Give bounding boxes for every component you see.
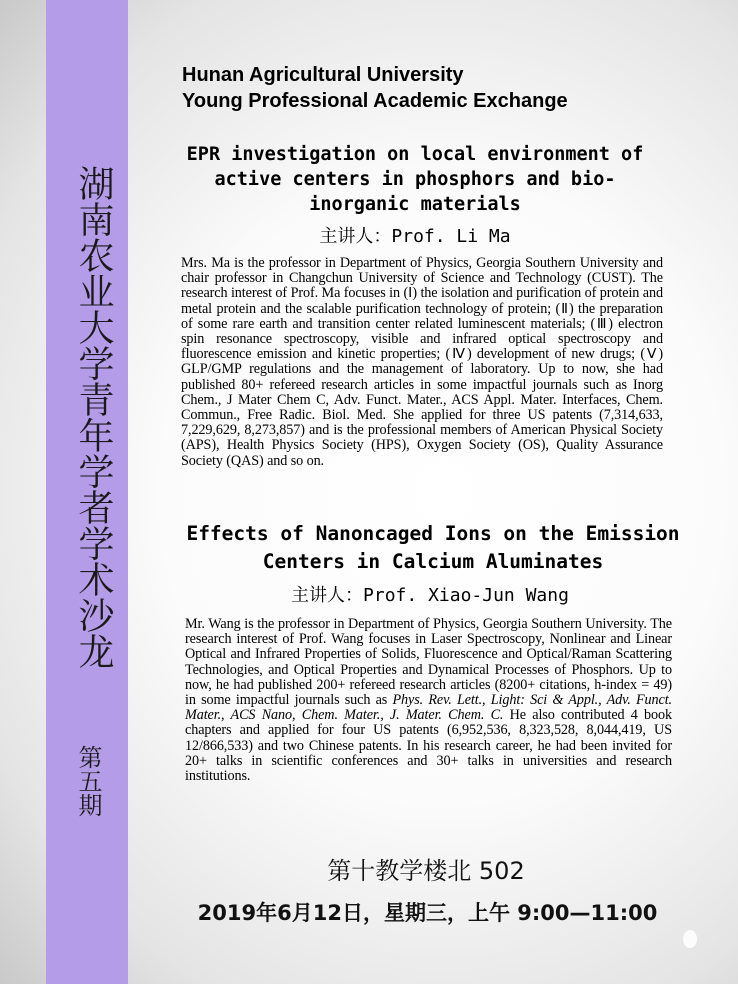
series-title: 湖南农业大学青年学者学术沙龙 — [73, 165, 114, 669]
date-time: 2019年6月12日，星期三，上午 9:00—11:00 — [197, 901, 658, 925]
decorative-dot — [683, 930, 697, 948]
talk2-bio-rest: He also contributed 4 book chapters and applied for four US patents (6,952,536, 8,323,528, 8,044,419, US 12/866,533) and two Chinese patents. In his research career, he had been invited for 20+ talks in scientific conferences and 30+ talks in universities and research institutions. — [185, 707, 673, 785]
talk2-bio-intro: Mr. Wang is the professor in Department of Physics, Georgia Southern University. The research interest of Prof. Wang focuses in Laser Spectroscopy, Nonlinear and Linear Optical and Infrared Properties of Solids, Fluorescence and Optical/Raman Scattering Technologies, and Optical Properties and Dynamical Processes of Phosphors. Up to now, he had published 200+ refereed research articles (8200+ citations, h-index = 49) in some impactful journals such as — [185, 616, 672, 709]
talk2-bio-journals: Phys. Rev. Lett., Light: Sci & Appl., Adv. Funct. Mater., ACS Nano, Chem. Mater., J. Mater. Chem. C. — [185, 692, 673, 724]
venue: 第十教学楼北 502 — [327, 857, 525, 885]
talk2-bio — [185, 617, 672, 784]
event-name: Young Professional Academic Exchange — [182, 90, 568, 112]
talk2-title: Effects of Nanoncaged Ions on the Emission Centers in Calcium Aluminates — [186, 522, 680, 573]
university-header — [182, 62, 702, 114]
issue-number: 第五期 — [74, 745, 102, 817]
talk1-bio: Mrs. Ma is the professor in Department of Physics, Georgia Southern University and chair professor in Changchun University of Science and Technology (CUST). The research interest of Prof. Ma focuses in (Ⅰ) the isolation and purification of protein and metal protein and the scalable purification technology of protein; (Ⅱ) the preparation of some rare earth and transition center related luminescent materials; (Ⅲ) electron spin resonance spectroscopy, visible and infrared optical spectroscopy and fluorescence emission and kinetic properties; (Ⅳ) development of new drugs; (Ⅴ) GLP/GMP regulations and the management of laboratory. Up to now, she had published 80+ refereed research articles in some impactful journals such as Inorg Chem., J Mater Chem C, Adv. Funct. Mater., ACS Appl. Mater. Interfaces, Chem. Commun., Free Radic. Biol. Med. She applied for three US patents (7,314,633, 7,229,629, 8,273,857) and is the professional members of American Physical Society (APS), Health Physics Society (HPS), Oxygen Society (OS), Quality Assurance Society (QAS) and so on. — [181, 255, 663, 469]
university-name: Hunan Agricultural University — [182, 64, 464, 86]
talk1-speaker: 主讲人：Prof. Li Ma — [319, 226, 511, 247]
talk2-speaker: 主讲人：Prof. Xiao-Jun Wang — [291, 585, 569, 606]
talk1-title: EPR investigation on local environment of active centers in phosphors and bio-inorganic materials — [186, 144, 644, 215]
